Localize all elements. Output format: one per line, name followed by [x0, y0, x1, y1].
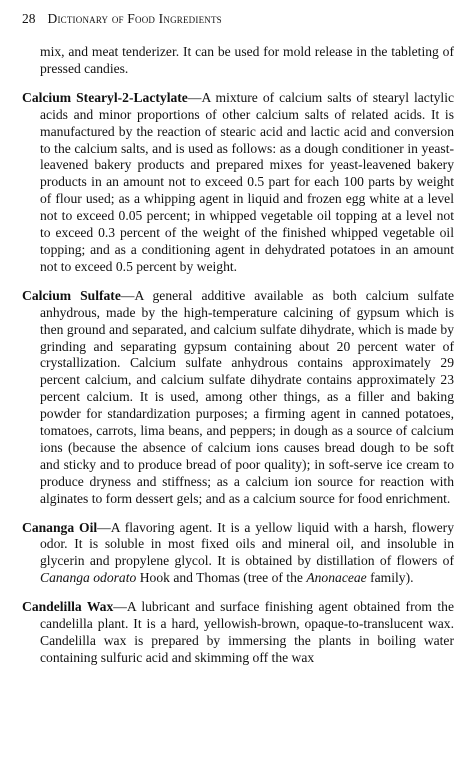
entry-family-name: Anonaceae	[306, 570, 367, 586]
running-title: Dictionary of Food Ingredients	[47, 11, 222, 26]
entry-term: Calcium Stearyl-2-Lactylate	[22, 89, 188, 105]
entry-text: family).	[366, 570, 414, 586]
page-number: 28	[22, 11, 36, 26]
entry-continuation	[22, 44, 454, 78]
entry-candelilla-wax	[22, 599, 454, 667]
entry-cananga-oil	[22, 520, 454, 588]
entry-term: Candelilla Wax	[22, 599, 114, 615]
entry-text: —A flavoring agent. It is a yellow liquid with a harsh, flowery odor. It is soluble in most fixed oils and mineral oil, and insoluble in glycerin and propylene glycol. It is obtained by distillation of flowers of	[40, 519, 454, 569]
entry-text: —A mixture of calcium salts of stearyl lactylic acids and minor proportions of other calcium salts of related acids. It is manufactured by the reaction of stearic acid and lactic acid and conversion to the calcium salts, and is used as follows: as a dough conditioner in yeast-leavened bakery products and prepared mixes for yeast-leavened bakery products in an amount not to exceed 0.5 part for each 100 parts by weight of flour used; as a whipping agent in liquid and frozen egg white at a level not to exceed 0.05 percent; in whipped vegetable oil topping at a level not to exceed 0.3 percent of the weight of the finished whipped vegetable oil topping; and as a conditioning agent in dehydrated potatoes in an amount not to exceed 0.5 percent by weight.	[40, 89, 455, 274]
page-header	[22, 10, 449, 28]
entry-text: Hook and Thomas (tree of the	[136, 570, 307, 586]
entry-term: Cananga Oil	[22, 519, 98, 535]
entry-species-name: Cananga odorato	[40, 570, 137, 586]
entry-text: —A general additive available as both calcium sulfate anhydrous, made by the high-temperature calcining of gypsum which is then ground and separated, and calcium sulfate dihydrate, which is made by grinding and separating gypsum containing about 20 percent water of crystallization. Calcium sulfate anhydrous contains approximately 29 percent calcium, and calcium sulfate dihydrate contains approximately 23 percent calcium. It is used, among other things, as a filler and baking powder for standardization purposes; a firming agent in canned potatoes, tomatoes, carrots, lima beans, and peppers; in dough as a source of calcium ions (because the absence of calcium ions causes bread dough to be soft and sticky and to produce bread of poor quality); in soft-serve ice cream to produce dryness and stiffness; as a calcium ion source for reaction with alginates to form dessert gels; and as a calcium source for food enrichment.	[40, 287, 455, 506]
entry-term: Calcium Sulfate	[22, 287, 121, 303]
entry-text: mix, and meat tenderizer. It can be used for mold release in the tableting of pressed candies.	[40, 44, 454, 76]
page-body	[22, 44, 454, 667]
entry-calcium-stearyl-2-lactylate	[22, 90, 454, 276]
entry-calcium-sulfate	[22, 288, 454, 508]
entry-text: —A lubricant and surface finishing agent obtained from the candelilla plant. It is a hard, yellowish-brown, opaque-to-translucent wax. Candelilla wax is prepared by immersing the plants in boiling water containing sulfuric acid and skimming off the wax	[40, 599, 454, 665]
